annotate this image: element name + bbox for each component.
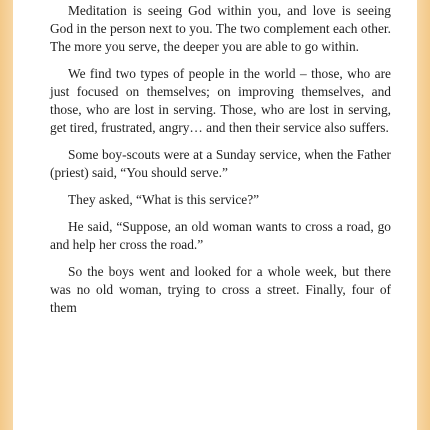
- paragraph-6: So the boys went and looked for a whole week, but there was no old woman, trying to cross a street. Finally, four of them: [50, 264, 391, 315]
- paragraph-1: Meditation is seeing God within you, and love is seeing God in the person next to you. The two complement each other. The more you serve, the deeper you are able to go within.: [50, 3, 391, 54]
- book-page: [13, 0, 417, 430]
- paragraph-3: Some boy-scouts were at a Sunday service, when the Father (priest) said, “You should serve.”: [50, 147, 391, 180]
- paragraph-5: He said, “Suppose, an old woman wants to cross a road, go and help her cross the road.”: [50, 219, 391, 252]
- page-text: [50, 2, 391, 317]
- paragraph-4: They asked, “What is this service?”: [68, 192, 260, 207]
- paragraph-2: We find two types of people in the world – those, who are just focused on themselves; on improving themselves, and those, who are lost in serving. Those, who are lost in serving, get tired, frustrated, angry… and then their service also suffers.: [50, 66, 391, 135]
